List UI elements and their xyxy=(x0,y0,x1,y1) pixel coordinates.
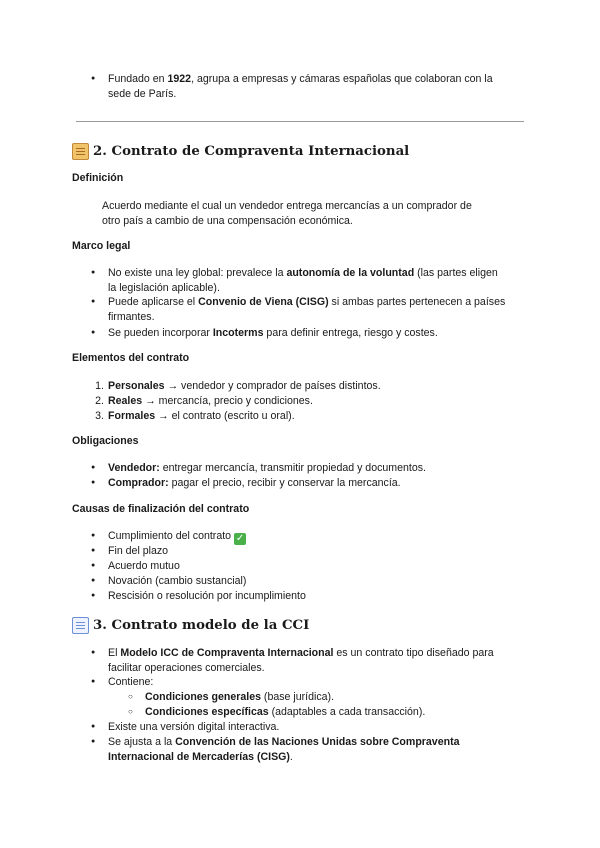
list-item xyxy=(108,574,528,589)
text: (adaptables a cada transacción). xyxy=(268,706,426,718)
text: Existe una versión digital interactiva. xyxy=(108,721,280,733)
text: facilitar operaciones comerciales. xyxy=(108,661,265,674)
definition-paragraph xyxy=(102,199,502,228)
text: El xyxy=(108,647,121,659)
text: Rescisión o resolución por incumplimiento xyxy=(108,590,306,602)
bold-text: autonomía de la voluntad xyxy=(286,267,415,279)
bold-text: Modelo ICC de Compraventa Internacional xyxy=(120,647,334,659)
text: Acuerdo mediante el cual un vendedor entrega mercancías a un comprador de xyxy=(102,200,472,212)
list-item xyxy=(108,295,528,324)
item-number: 3. xyxy=(95,410,104,422)
bold-text: Vendedor: xyxy=(108,462,160,474)
list-item xyxy=(108,72,528,101)
list-item xyxy=(108,675,528,690)
list-item xyxy=(108,646,528,675)
list-item xyxy=(108,720,528,735)
bold-text: Personales xyxy=(108,380,165,392)
list-item xyxy=(108,589,528,604)
text: entregar mercancía, transmitir propiedad y documentos. xyxy=(159,462,426,474)
bold-text: Condiciones específicas xyxy=(145,706,269,718)
text: → mercancía, precio y condiciones. xyxy=(142,395,313,407)
text: . xyxy=(289,750,293,763)
text: Contiene: xyxy=(108,676,154,688)
text: pagar el precio, recibir y conservar la mercancía. xyxy=(168,477,401,489)
bold-text: 1922 xyxy=(167,73,192,85)
section-heading xyxy=(72,617,309,634)
subheading-causas: Causas de finalización del contrato xyxy=(72,503,250,515)
list-item xyxy=(108,461,528,476)
subheading-obligaciones: Obligaciones xyxy=(72,435,139,447)
subheading-marco-legal: Marco legal xyxy=(72,240,131,252)
text: Se pueden incorporar xyxy=(108,327,213,339)
subheading-elementos: Elementos del contrato xyxy=(72,352,190,364)
bold-text: Convención de las Naciones Unidas sobre Compraventa xyxy=(175,736,460,748)
section-title: 2. Contrato de Compraventa Internacional xyxy=(93,144,410,159)
list-item xyxy=(108,559,528,574)
text: Cumplimiento del contrato xyxy=(108,530,232,542)
text: Puede aplicarse el xyxy=(108,296,199,308)
text: Se ajusta a la xyxy=(108,736,176,748)
text: sede de París. xyxy=(108,87,177,100)
text: para definir entrega, riesgo y costes. xyxy=(263,327,438,339)
text: → el contrato (escrito u oral). xyxy=(155,410,295,422)
list-item xyxy=(108,529,528,545)
text: Acuerdo mutuo xyxy=(108,560,180,572)
bold-text: Comprador: xyxy=(108,477,169,489)
text: otro país a cambio de una compensación económica. xyxy=(102,214,353,227)
section-title: 3. Contrato modelo de la CCI xyxy=(93,618,310,633)
bookmark-tabs-icon xyxy=(72,617,89,634)
check-mark-icon: ✓ xyxy=(235,533,245,544)
list-item xyxy=(108,326,528,341)
bold-text: Convenio de Viena (CISG) xyxy=(198,296,329,308)
bold-text: Condiciones generales xyxy=(145,691,261,703)
numbered-item xyxy=(95,409,528,424)
text: No existe una ley global: prevalece la xyxy=(108,267,287,279)
subheading-definicion: Definición xyxy=(72,172,124,184)
text: es un contrato tipo diseñado para xyxy=(333,647,494,659)
text: Fin del plazo xyxy=(108,545,169,557)
text: si ambas partes pertenecen a países xyxy=(328,296,506,308)
list-item xyxy=(108,476,528,491)
section-heading xyxy=(72,143,409,160)
list-item xyxy=(108,544,528,559)
bold-text: Internacional de Mercaderías (CISG) xyxy=(108,750,290,763)
bold-text: Formales xyxy=(108,410,156,422)
text: (base jurídica). xyxy=(260,691,334,703)
list-item xyxy=(108,266,528,295)
numbered-item xyxy=(95,379,528,394)
list-item xyxy=(108,735,528,764)
scroll-icon xyxy=(72,143,89,160)
sub-list-item xyxy=(145,690,525,705)
item-number: 1. xyxy=(95,380,104,392)
text: → vendedor y comprador de países distintos. xyxy=(164,380,381,392)
sub-list-item xyxy=(145,705,525,720)
text: , agrupa a empresas y cámaras españolas que colaboran con la xyxy=(191,73,493,85)
text: (las partes eligen xyxy=(414,267,498,279)
numbered-item xyxy=(95,394,528,409)
text: la legislación aplicable). xyxy=(108,281,220,294)
text: firmantes. xyxy=(108,310,155,323)
horizontal-divider xyxy=(76,121,524,122)
item-number: 2. xyxy=(95,395,104,407)
text: Fundado en xyxy=(108,73,168,85)
bold-text: Incoterms xyxy=(212,327,264,339)
text: Novación (cambio sustancial) xyxy=(108,575,247,587)
bold-text: Reales xyxy=(108,395,143,407)
